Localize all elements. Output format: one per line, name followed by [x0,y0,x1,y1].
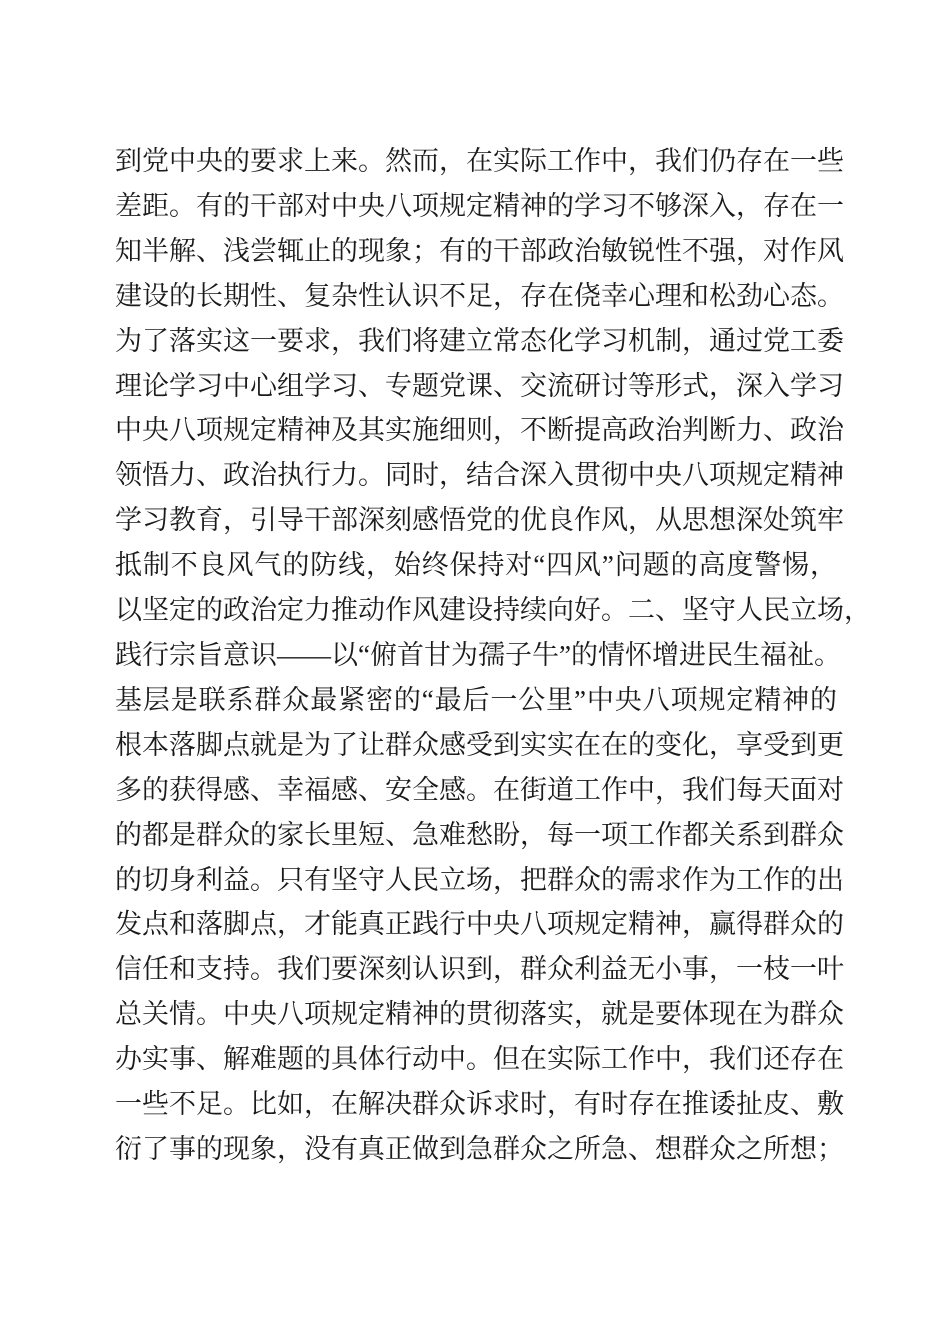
text-line: 抵制不良风气的防线，始终保持对“四风”问题的高度警惕， [115,550,837,581]
text-line: 到党中央的要求上来。然而，在实际工作中，我们仍存在一些 [115,146,844,176]
text-line: 发点和落脚点，才能真正践行中央八项规定精神，赢得群众的 [115,909,844,940]
text-line: 根本落脚点就是为了让群众感受到实实在在的变化，享受到更 [115,729,844,760]
text-line: 的切身利益。只有坚守人民立场，把群众的需求作为工作的出 [115,864,844,895]
text-line: 以坚定的政治定力推动作风建设持续向好。二、坚守人民立场， [115,595,871,626]
text-line: 知半解、浅尝辄止的现象；有的干部政治敏锐性不强，对作风 [115,235,844,266]
text-line: 中央八项规定精神及其实施细则，不断提高政治判断力、政治 [115,415,844,446]
text-line: 衍了事的现象，没有真正做到急群众之所急、想群众之所想； [115,1133,844,1164]
text-line: 为了落实这一要求，我们将建立常态化学习机制，通过党工委 [115,325,844,356]
text-line: 多的获得感、幸福感、安全感。在街道工作中，我们每天面对 [115,774,844,805]
text-line: 建设的长期性、复杂性认识不足，存在侥幸心理和松劲心态。 [115,280,844,311]
text-line: 践行宗旨意识——以“俯首甘为孺子牛”的情怀增进民生福祉。 [115,639,841,670]
text-line: 的都是群众的家长里短、急难愁盼，每一项工作都关系到群众 [115,819,844,850]
text-line: 一些不足。比如，在解决群众诉求时，有时存在推诿扯皮、敷 [115,1089,844,1120]
text-line: 基层是联系群众最紧密的“最后一公里”中央八项规定精神的 [115,684,837,715]
text-line: 领悟力、政治执行力。同时，结合深入贯彻中央八项规定精神 [115,460,844,491]
text-line: 学习教育，引导干部深刻感悟党的优良作风，从思想深处筑牢 [115,505,844,536]
text-line: 差距。有的干部对中央八项规定精神的学习不够深入，存在一 [115,190,844,221]
text-line: 信任和支持。我们要深刻认识到，群众利益无小事，一枝一叶 [115,954,844,985]
text-line: 办实事、解难题的具体行动中。但在实际工作中，我们还存在 [115,1044,844,1075]
text-line: 总关情。中央八项规定精神的贯彻落实，就是要体现在为群众 [115,999,844,1030]
paragraph-text-block [115,139,871,1172]
text-line: 理论学习中心组学习、专题党课、交流研讨等形式，深入学习 [115,370,844,401]
